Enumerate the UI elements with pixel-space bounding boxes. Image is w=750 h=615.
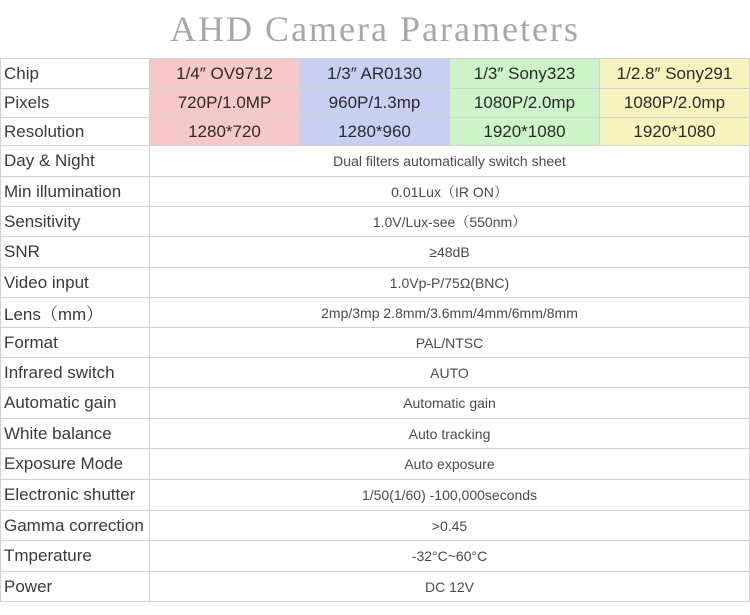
row-label: Day & Night — [1, 146, 150, 177]
row-value: DC 12V — [150, 572, 750, 602]
row-label: Pixels — [1, 89, 150, 118]
row-value: Auto tracking — [150, 419, 750, 449]
page-title: AHD Camera Parameters — [170, 9, 580, 49]
model-cell: 960P/1.3mp — [300, 89, 450, 118]
row-value: PAL/NTSC — [150, 328, 750, 358]
row-label: Chip — [1, 59, 150, 89]
row-value: 2mp/3mp 2.8mm/3.6mm/4mm/6mm/8mm — [150, 298, 750, 328]
model-cell: 720P/1.0MP — [150, 89, 300, 118]
table-row — [1, 328, 750, 358]
table-row — [1, 358, 750, 388]
row-value: 1.0V/Lux-see（550nm） — [150, 207, 750, 237]
row-label: Resolution — [1, 118, 150, 146]
table-row — [1, 480, 750, 511]
row-value: Automatic gain — [150, 388, 750, 419]
row-label: Min illumination — [1, 177, 150, 207]
model-cell: 1/2.8″ Sony291 — [600, 59, 750, 89]
row-label: Format — [1, 328, 150, 358]
model-cell: 1280*720 — [150, 118, 300, 146]
row-label: Sensitivity — [1, 207, 150, 237]
row-value: -32°C~60°C — [150, 541, 750, 572]
row-label: White balance — [1, 419, 150, 449]
row-value: >0.45 — [150, 511, 750, 541]
model-cell: 1/3″ AR0130 — [300, 59, 450, 89]
table-row — [1, 419, 750, 449]
row-label: Infrared switch — [1, 358, 150, 388]
table-row — [1, 207, 750, 237]
table-row — [1, 118, 750, 146]
row-label: Tmperature — [1, 541, 150, 572]
row-value: AUTO — [150, 358, 750, 388]
table-row — [1, 177, 750, 207]
row-label: Lens（mm） — [1, 298, 150, 328]
model-cell: 1080P/2.0mp — [600, 89, 750, 118]
table-row — [1, 388, 750, 419]
model-cell: 1/4″ OV9712 — [150, 59, 300, 89]
row-value: 1/50(1/60) -100,000seconds — [150, 480, 750, 511]
model-cell: 1920*1080 — [600, 118, 750, 146]
table-row — [1, 268, 750, 298]
parameters-table — [0, 58, 750, 602]
table-row — [1, 511, 750, 541]
row-value: Auto exposure — [150, 449, 750, 480]
model-cell: 1080P/2.0mp — [450, 89, 600, 118]
table-row — [1, 298, 750, 328]
row-value: ≥48dB — [150, 237, 750, 268]
model-cell: 1/3″ Sony323 — [450, 59, 600, 89]
table-row — [1, 237, 750, 268]
model-cell: 1920*1080 — [450, 118, 600, 146]
row-label: Power — [1, 572, 150, 602]
row-label: Gamma correction — [1, 511, 150, 541]
table-row — [1, 541, 750, 572]
row-label: Exposure Mode — [1, 449, 150, 480]
row-value: Dual filters automatically switch sheet — [150, 146, 750, 177]
row-label: SNR — [1, 237, 150, 268]
table-row — [1, 59, 750, 89]
row-value: 1.0Vp-P/75Ω(BNC) — [150, 268, 750, 298]
model-cell: 1280*960 — [300, 118, 450, 146]
row-label: Automatic gain — [1, 388, 150, 419]
row-label: Video input — [1, 268, 150, 298]
table-row — [1, 572, 750, 602]
table-row — [1, 146, 750, 177]
row-label: Electronic shutter — [1, 480, 150, 511]
table-row — [1, 449, 750, 480]
table-row — [1, 89, 750, 118]
row-value: 0.01Lux（IR ON） — [150, 177, 750, 207]
